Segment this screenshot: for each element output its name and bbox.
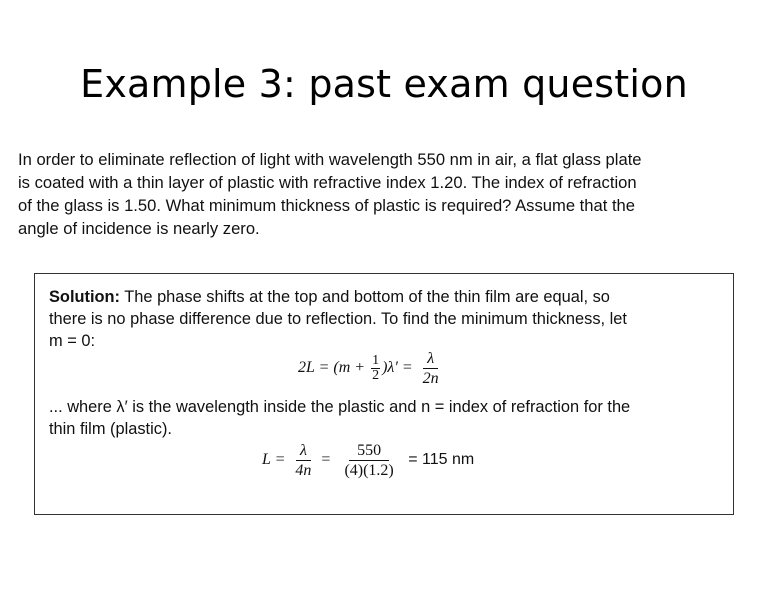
solution-label: Solution: bbox=[49, 288, 121, 306]
eq2-f2-num: 550 bbox=[349, 442, 389, 461]
eq1-half-den: 2 bbox=[372, 368, 380, 383]
equation-path-difference bbox=[298, 350, 445, 387]
solution-line: thin film (plastic). bbox=[49, 420, 172, 438]
solution-text bbox=[49, 286, 725, 352]
eq2-fraction-2 bbox=[336, 442, 401, 479]
eq2-f2-den: (4)(1.2) bbox=[344, 462, 394, 479]
eq2-f1-num: λ bbox=[296, 442, 311, 461]
question-text bbox=[18, 148, 750, 240]
solution-text-2 bbox=[49, 396, 725, 440]
question-line: is coated with a thin layer of plastic with refractive index 1.20. The index of refraction bbox=[18, 173, 637, 192]
eq1-rhs-num: λ bbox=[423, 350, 438, 369]
eq2-fraction-1 bbox=[291, 442, 315, 479]
eq2-result: = 115 nm bbox=[403, 451, 475, 469]
solution-line: ... where λ′ is the wavelength inside the plastic and n = index of refraction for the bbox=[49, 398, 631, 416]
solution-line: m = 0: bbox=[49, 332, 96, 350]
question-line: In order to eliminate reflection of light with wavelength 550 nm in air, a flat glass plate bbox=[18, 150, 642, 169]
eq1-half-fraction bbox=[371, 354, 380, 383]
eq1-rhs-fraction bbox=[419, 350, 443, 387]
eq1-half-num: 1 bbox=[372, 353, 380, 368]
eq2-lhs: L = bbox=[262, 451, 290, 469]
eq2-equals: = bbox=[317, 451, 335, 469]
slide-title: Example 3: past exam question bbox=[80, 62, 688, 106]
solution-line bbox=[49, 286, 725, 308]
solution-line: there is no phase difference due to reflection. To find the minimum thickness, let bbox=[49, 310, 627, 328]
eq1-rhs-den: 2n bbox=[422, 370, 439, 387]
eq1-mid: )λ′ = bbox=[382, 359, 417, 377]
solution-line1-text: The phase shifts at the top and bottom of the thin film are equal, so bbox=[120, 288, 610, 306]
equation-thickness bbox=[262, 442, 474, 479]
solution-box bbox=[34, 273, 734, 515]
question-line: angle of incidence is nearly zero. bbox=[18, 219, 260, 238]
eq2-f1-den: 4n bbox=[295, 462, 312, 479]
eq1-lhs: 2L = (m + bbox=[298, 359, 370, 377]
question-line: of the glass is 1.50. What minimum thickness of plastic is required? Assume that the bbox=[18, 196, 636, 215]
